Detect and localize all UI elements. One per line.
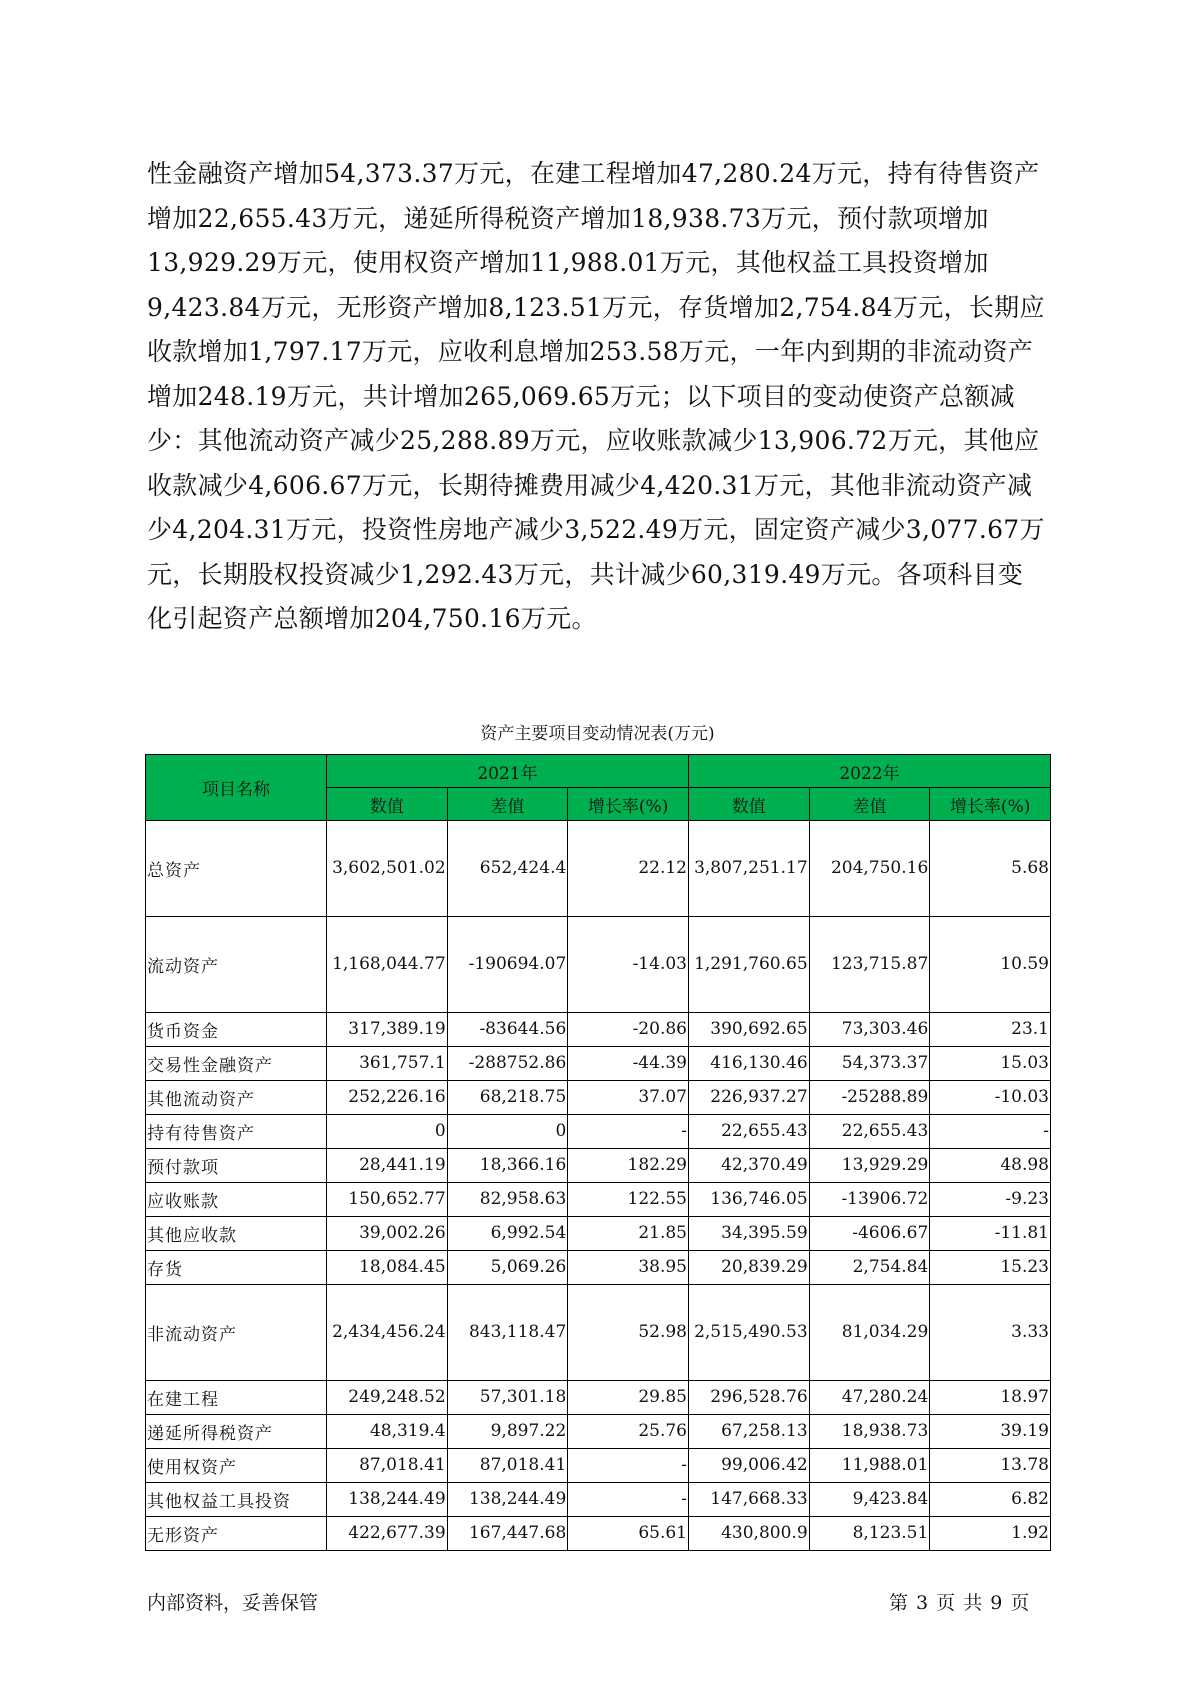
diff-2022-cell: 9,423.84 [809, 1483, 930, 1517]
diff-2022-cell: 22,655.43 [809, 1115, 930, 1149]
table-row [146, 1415, 1051, 1449]
diff-2022-cell: -25288.89 [809, 1081, 930, 1115]
row-name-cell: 非流动资产 [146, 1285, 327, 1381]
footer-confidential: 内部资料，妥善保管 [147, 1592, 319, 1614]
rate-2022-cell: - [930, 1115, 1051, 1149]
row-name-cell: 其他权益工具投资 [146, 1483, 327, 1517]
value-2022-cell: 22,655.43 [688, 1115, 809, 1149]
table-row [146, 1149, 1051, 1183]
row-name-cell: 其他流动资产 [146, 1081, 327, 1115]
diff-2021-cell: 9,897.22 [447, 1415, 568, 1449]
value-2022-cell: 1,291,760.65 [688, 917, 809, 1013]
assets-change-table [145, 754, 1051, 1551]
diff-2022-cell: 11,988.01 [809, 1449, 930, 1483]
diff-2022-cell: 73,303.46 [809, 1013, 930, 1047]
row-name-cell: 流动资产 [146, 917, 327, 1013]
table-title: 资产主要项目变动情况表(万元) [480, 724, 715, 744]
rate-2022-cell: 39.19 [930, 1415, 1051, 1449]
rate-2022-cell: -11.81 [930, 1217, 1051, 1251]
value-2022-cell: 226,937.27 [688, 1081, 809, 1115]
value-2021-cell: 87,018.41 [326, 1449, 447, 1483]
table-row [146, 1115, 1051, 1149]
rate-2021-cell: 29.85 [568, 1381, 689, 1415]
rate-2022-cell: 23.1 [930, 1013, 1051, 1047]
footer-page-number: 第 3 页 共 9 页 [889, 1592, 1031, 1614]
rate-2022-cell: 6.82 [930, 1483, 1051, 1517]
row-name-cell: 存货 [146, 1251, 327, 1285]
rate-2022-cell: -10.03 [930, 1081, 1051, 1115]
diff-2021-cell: -288752.86 [447, 1047, 568, 1081]
header-diff-2022: 差值 [809, 788, 930, 821]
value-2022-cell: 390,692.65 [688, 1013, 809, 1047]
rate-2021-cell: - [568, 1483, 689, 1517]
row-name-cell: 其他应收款 [146, 1217, 327, 1251]
rate-2022-cell: 48.98 [930, 1149, 1051, 1183]
diff-2021-cell: 6,992.54 [447, 1217, 568, 1251]
table-row [146, 1449, 1051, 1483]
rate-2022-cell: -9.23 [930, 1183, 1051, 1217]
value-2022-cell: 296,528.76 [688, 1381, 809, 1415]
header-rate-2021: 增长率(%) [568, 788, 689, 821]
header-rate-2022: 增长率(%) [930, 788, 1051, 821]
rate-2021-cell: - [568, 1115, 689, 1149]
value-2021-cell: 138,244.49 [326, 1483, 447, 1517]
header-item-name: 项目名称 [146, 755, 327, 821]
diff-2021-cell: -190694.07 [447, 917, 568, 1013]
header-diff-2021: 差值 [447, 788, 568, 821]
value-2021-cell: 252,226.16 [326, 1081, 447, 1115]
value-2022-cell: 67,258.13 [688, 1415, 809, 1449]
diff-2022-cell: 204,750.16 [809, 821, 930, 917]
table-row [146, 917, 1051, 1013]
header-year-2021: 2021年 [326, 755, 688, 788]
value-2021-cell: 2,434,456.24 [326, 1285, 447, 1381]
diff-2021-cell: 82,958.63 [447, 1183, 568, 1217]
table-row [146, 1081, 1051, 1115]
value-2021-cell: 48,319.4 [326, 1415, 447, 1449]
rate-2021-cell: -14.03 [568, 917, 689, 1013]
value-2021-cell: 249,248.52 [326, 1381, 447, 1415]
diff-2022-cell: 54,373.37 [809, 1047, 930, 1081]
rate-2021-cell: 25.76 [568, 1415, 689, 1449]
rate-2021-cell: 52.98 [568, 1285, 689, 1381]
value-2021-cell: 0 [326, 1115, 447, 1149]
header-year-2022: 2022年 [688, 755, 1050, 788]
rate-2021-cell: 65.61 [568, 1517, 689, 1551]
rate-2021-cell: -44.39 [568, 1047, 689, 1081]
row-name-cell: 预付款项 [146, 1149, 327, 1183]
rate-2021-cell: 182.29 [568, 1149, 689, 1183]
diff-2021-cell: 87,018.41 [447, 1449, 568, 1483]
row-name-cell: 总资产 [146, 821, 327, 917]
diff-2022-cell: 2,754.84 [809, 1251, 930, 1285]
table-row [146, 1217, 1051, 1251]
value-2022-cell: 34,395.59 [688, 1217, 809, 1251]
rate-2021-cell: 21.85 [568, 1217, 689, 1251]
diff-2022-cell: -4606.67 [809, 1217, 930, 1251]
value-2021-cell: 422,677.39 [326, 1517, 447, 1551]
diff-2021-cell: 138,244.49 [447, 1483, 568, 1517]
diff-2021-cell: 5,069.26 [447, 1251, 568, 1285]
value-2022-cell: 3,807,251.17 [688, 821, 809, 917]
table-row [146, 1517, 1051, 1551]
value-2022-cell: 42,370.49 [688, 1149, 809, 1183]
rate-2022-cell: 15.03 [930, 1047, 1051, 1081]
diff-2022-cell: 13,929.29 [809, 1149, 930, 1183]
value-2021-cell: 1,168,044.77 [326, 917, 447, 1013]
value-2022-cell: 147,668.33 [688, 1483, 809, 1517]
table-row [146, 1285, 1051, 1381]
diff-2022-cell: -13906.72 [809, 1183, 930, 1217]
rate-2021-cell: 22.12 [568, 821, 689, 917]
value-2021-cell: 317,389.19 [326, 1013, 447, 1047]
diff-2021-cell: 57,301.18 [447, 1381, 568, 1415]
rate-2022-cell: 1.92 [930, 1517, 1051, 1551]
value-2022-cell: 20,839.29 [688, 1251, 809, 1285]
diff-2021-cell: -83644.56 [447, 1013, 568, 1047]
row-name-cell: 持有待售资产 [146, 1115, 327, 1149]
value-2021-cell: 28,441.19 [326, 1149, 447, 1183]
value-2021-cell: 150,652.77 [326, 1183, 447, 1217]
rate-2021-cell: - [568, 1449, 689, 1483]
row-name-cell: 交易性金融资产 [146, 1047, 327, 1081]
table-body [146, 821, 1051, 1551]
diff-2021-cell: 843,118.47 [447, 1285, 568, 1381]
table-row [146, 1483, 1051, 1517]
value-2022-cell: 2,515,490.53 [688, 1285, 809, 1381]
diff-2021-cell: 0 [447, 1115, 568, 1149]
table-row [146, 1251, 1051, 1285]
table-row [146, 1381, 1051, 1415]
value-2021-cell: 361,757.1 [326, 1047, 447, 1081]
value-2021-cell: 18,084.45 [326, 1251, 447, 1285]
rate-2021-cell: 38.95 [568, 1251, 689, 1285]
table-row [146, 1183, 1051, 1217]
diff-2021-cell: 652,424.4 [447, 821, 568, 917]
row-name-cell: 使用权资产 [146, 1449, 327, 1483]
rate-2021-cell: 122.55 [568, 1183, 689, 1217]
rate-2021-cell: 37.07 [568, 1081, 689, 1115]
diff-2022-cell: 123,715.87 [809, 917, 930, 1013]
rate-2022-cell: 13.78 [930, 1449, 1051, 1483]
diff-2021-cell: 18,366.16 [447, 1149, 568, 1183]
value-2022-cell: 430,800.9 [688, 1517, 809, 1551]
value-2022-cell: 99,006.42 [688, 1449, 809, 1483]
row-name-cell: 应收账款 [146, 1183, 327, 1217]
header-value-2021: 数值 [326, 788, 447, 821]
rate-2022-cell: 18.97 [930, 1381, 1051, 1415]
rate-2021-cell: -20.86 [568, 1013, 689, 1047]
diff-2021-cell: 68,218.75 [447, 1081, 568, 1115]
table-row [146, 821, 1051, 917]
rate-2022-cell: 10.59 [930, 917, 1051, 1013]
value-2022-cell: 416,130.46 [688, 1047, 809, 1081]
diff-2022-cell: 47,280.24 [809, 1381, 930, 1415]
value-2021-cell: 39,002.26 [326, 1217, 447, 1251]
diff-2021-cell: 167,447.68 [447, 1517, 568, 1551]
value-2022-cell: 136,746.05 [688, 1183, 809, 1217]
value-2021-cell: 3,602,501.02 [326, 821, 447, 917]
rate-2022-cell: 15.23 [930, 1251, 1051, 1285]
rate-2022-cell: 5.68 [930, 821, 1051, 917]
header-value-2022: 数值 [688, 788, 809, 821]
row-name-cell: 货币资金 [146, 1013, 327, 1047]
row-name-cell: 在建工程 [146, 1381, 327, 1415]
rate-2022-cell: 3.33 [930, 1285, 1051, 1381]
diff-2022-cell: 81,034.29 [809, 1285, 930, 1381]
table-row [146, 1047, 1051, 1081]
row-name-cell: 递延所得税资产 [146, 1415, 327, 1449]
body-paragraph: 性金融资产增加54,373.37万元，在建工程增加47,280.24万元，持有待售资产增加22,655.43万元，递延所得税资产增加18,938.73万元，预付款项增加13,929.29万元，使用权资产增加11,988.01万元，其他权益工具投资增加9,423.84万元，无形资产增加8,123.51万元，存货增加2,754.84万元，长期应收款增加1,797.17万元，应收利息增加253.58万元，一年内到期的非流动资产增加248.19万元，共计增加265,069.65万元；以下项目的变动使资产总额减少：其他流动资产减少25,288.89万元，应收账款减少13,906.72万元，其他应收款减少4,606.67万元，长期待摊费用减少4,420.31万元，其他非流动资产减少4,204.31万元，投资性房地产减少3,522.49万元，固定资产减少3,077.67万元，长期股权投资减少1,292.43万元，共计减少60,319.49万元。各项科目变化引起资产总额增加204,750.16万元。 [147, 159, 1045, 633]
table-row [146, 1013, 1051, 1047]
row-name-cell: 无形资产 [146, 1517, 327, 1551]
diff-2022-cell: 8,123.51 [809, 1517, 930, 1551]
diff-2022-cell: 18,938.73 [809, 1415, 930, 1449]
